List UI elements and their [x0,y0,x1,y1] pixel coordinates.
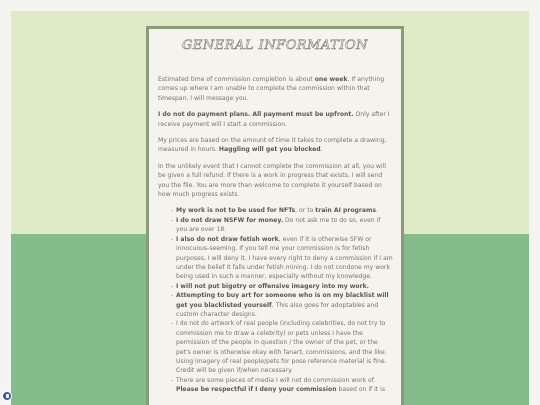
list-item: - My work is not to be used for NFTs, or to train AI programs. [171,206,393,215]
list-item: - I will not put bigotry or offensive imagery into my work. [171,282,393,291]
list-item: - I do not do artwork of real people (including celebrities, do not try to commission me to draw a celebrity) or pets unless I have the permission of the people in question / the owner of the pet, or the pet's owner is otherwise okay with fanart, commissions, and the like. Using imagery of real people/pets for pose reference material is fine. Credit will be given if/when necessary. [171,319,393,375]
list-item: - There are some pieces of media I will not do commission work of. Please be respectful if I deny your commission based on if it is [171,376,393,395]
list-item: - Attempting to buy art for someone who is on my blacklist will get you blacklisted yourself. This also goes for adoptables and custom character designs. [171,291,393,319]
page-title: GENERAL INFORMATION [182,38,368,53]
list-item: - I do not draw NSFW for money. Do not ask me to do so, even if you are over 18. [171,216,393,235]
rules-list [158,206,393,394]
globe-icon[interactable] [2,391,12,401]
info-content [149,75,401,395]
paragraph-refund: In the unlikely event that I cannot complete the commission at all, you will be given a full refund. If there is a work in progress that exists, I will send you the file. You are more than welcome to complete it yourself based on how much progress exists. [158,162,386,199]
paragraph-completion-time: Estimated time of commission completion is about one week. If anything comes up where I am unable to complete the commission within that timespan, I will message you. [158,76,385,102]
list-item: - I also do not draw fetish work, even if it is otherwise SFW or innocuous-seeming. If you tell me your commission is for fetish purposes, I will deny it. I have every right to deny a commission if I am under the belief it falls under fetish mining. I do not condone my work being used in such a manner, especially without my knowledge. [171,235,393,282]
paragraph-prices: My prices are based on the amount of time it takes to complete a drawing, measured in hours. Haggling will get you blocked. [158,137,387,154]
info-panel [146,26,404,405]
paragraph-payment: I do not do payment plans. All payment must be upfront. Only after I receive payment will I start a commission. [158,111,390,128]
